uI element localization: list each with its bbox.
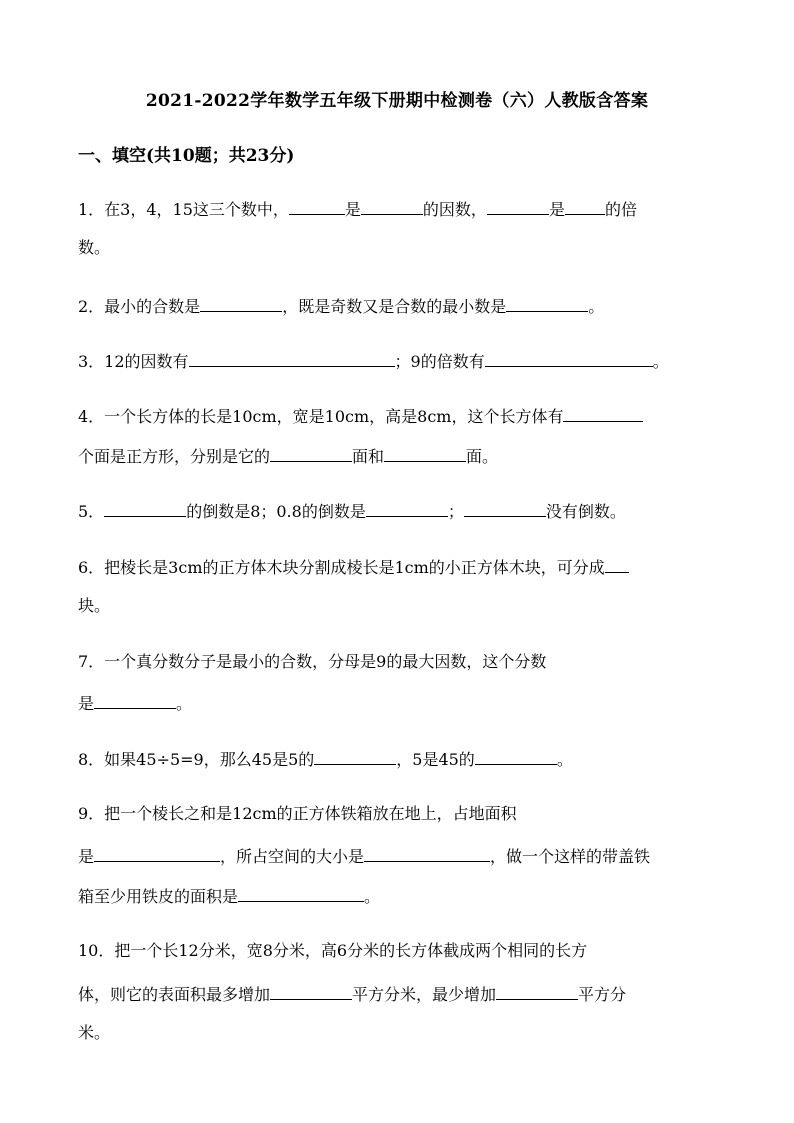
- question-text: 的倒数是8；0.8的倒数是: [186, 502, 366, 521]
- question-6-line-1: [78, 556, 629, 578]
- question-text: 面和: [352, 447, 385, 466]
- question-1-line-1: [78, 198, 637, 220]
- answer-blank[interactable]: [384, 445, 466, 462]
- answer-blank[interactable]: [366, 500, 448, 517]
- answer-blank[interactable]: [238, 885, 364, 902]
- question-text: 9．把一个棱长之和是12cm的正方体铁箱放在地上，占地面积: [78, 804, 517, 823]
- document-title: 2021-2022学年数学五年级下册期中检测卷（六）人教版含答案: [145, 91, 649, 111]
- question-text: ，5是45的: [396, 750, 475, 769]
- question-text: 箱至少用铁皮的面积是: [78, 887, 239, 906]
- question-10-line-1: [78, 941, 587, 961]
- question-4-line-2: [78, 445, 498, 467]
- question-text: ；: [447, 502, 464, 521]
- question-text: ，所占空间的大小是: [220, 847, 365, 866]
- question-text: ，既是奇数又是合数的最小数是: [282, 297, 507, 316]
- question-text: 7．一个真分数分子是最小的合数，分母是9的最大因数，这个分数: [78, 652, 547, 671]
- question-text: 数。: [78, 238, 111, 257]
- question-9-line-2: [78, 845, 650, 867]
- answer-blank[interactable]: [94, 692, 176, 709]
- question-1-line-2: [78, 238, 110, 258]
- answer-blank[interactable]: [189, 350, 395, 367]
- question-10-line-3: [78, 1023, 110, 1043]
- question-text: 。: [556, 750, 573, 769]
- question-text: 是: [548, 200, 565, 219]
- question-text: 是: [78, 847, 95, 866]
- question-9-line-3: [78, 885, 380, 907]
- answer-blank[interactable]: [485, 350, 653, 367]
- question-3: [78, 350, 669, 372]
- question-text: ，做一个这样的带盖铁: [490, 847, 651, 866]
- answer-blank[interactable]: [565, 198, 605, 215]
- question-text: 。: [652, 352, 669, 371]
- question-text: 5．: [78, 502, 105, 521]
- question-text: 块。: [78, 596, 111, 615]
- question-8: [78, 748, 573, 770]
- question-7-line-2: [78, 692, 192, 714]
- question-text: 是: [344, 200, 361, 219]
- question-text: 6．把棱长是3cm的正方体木块分割成棱长是1cm的小正方体木块，可分成: [78, 558, 605, 577]
- question-text: 4．一个长方体的长是10cm，宽是10cm，高是8cm，这个长方体有: [78, 407, 564, 426]
- question-text: 8．如果45÷5=9，那么45是5的: [78, 750, 315, 769]
- answer-blank[interactable]: [200, 295, 282, 312]
- answer-blank[interactable]: [464, 500, 546, 517]
- question-text: ；9的倍数有: [394, 352, 485, 371]
- question-text: 是: [78, 694, 95, 713]
- answer-blank[interactable]: [94, 845, 220, 862]
- question-text: 体，则它的表面积最多增加: [78, 985, 271, 1004]
- question-text: 米。: [78, 1023, 111, 1042]
- question-text: 3．12的因数有: [78, 352, 189, 371]
- question-text: 。: [364, 887, 381, 906]
- question-text: 面。: [466, 447, 499, 466]
- answer-blank[interactable]: [563, 405, 643, 422]
- question-6-line-2: [78, 596, 110, 616]
- question-4-line-1: [78, 405, 643, 427]
- answer-blank[interactable]: [496, 983, 578, 1000]
- answer-blank[interactable]: [314, 748, 396, 765]
- question-text: 的因数，: [422, 200, 487, 219]
- answer-blank[interactable]: [605, 556, 629, 573]
- question-text: 。: [588, 297, 605, 316]
- section-heading: 一、填空(共10题；共23分): [78, 146, 295, 166]
- answer-blank[interactable]: [364, 845, 490, 862]
- answer-blank[interactable]: [270, 983, 352, 1000]
- question-9-line-1: [78, 804, 517, 824]
- question-text: 没有倒数。: [545, 502, 626, 521]
- question-5: [78, 500, 626, 522]
- question-text: 10．把一个长12分米，宽8分米，高6分米的长方体截成两个相同的长方: [78, 941, 588, 960]
- question-text: 2．最小的合数是: [78, 297, 201, 316]
- question-7-line-1: [78, 652, 546, 672]
- question-2: [78, 295, 604, 317]
- question-10-line-2: [78, 983, 626, 1005]
- answer-blank[interactable]: [487, 198, 549, 215]
- question-text: 平方分: [578, 985, 627, 1004]
- answer-blank[interactable]: [506, 295, 588, 312]
- answer-blank[interactable]: [361, 198, 423, 215]
- question-text: 。: [176, 694, 193, 713]
- question-text: 平方分米，最少增加: [352, 985, 497, 1004]
- answer-blank[interactable]: [270, 445, 352, 462]
- question-text: 个面是正方形，分别是它的: [78, 447, 271, 466]
- answer-blank[interactable]: [104, 500, 186, 517]
- question-text: 1．在3，4，15这三个数中，: [78, 200, 289, 219]
- answer-blank[interactable]: [475, 748, 557, 765]
- question-text: 的倍: [604, 200, 637, 219]
- answer-blank[interactable]: [289, 198, 345, 215]
